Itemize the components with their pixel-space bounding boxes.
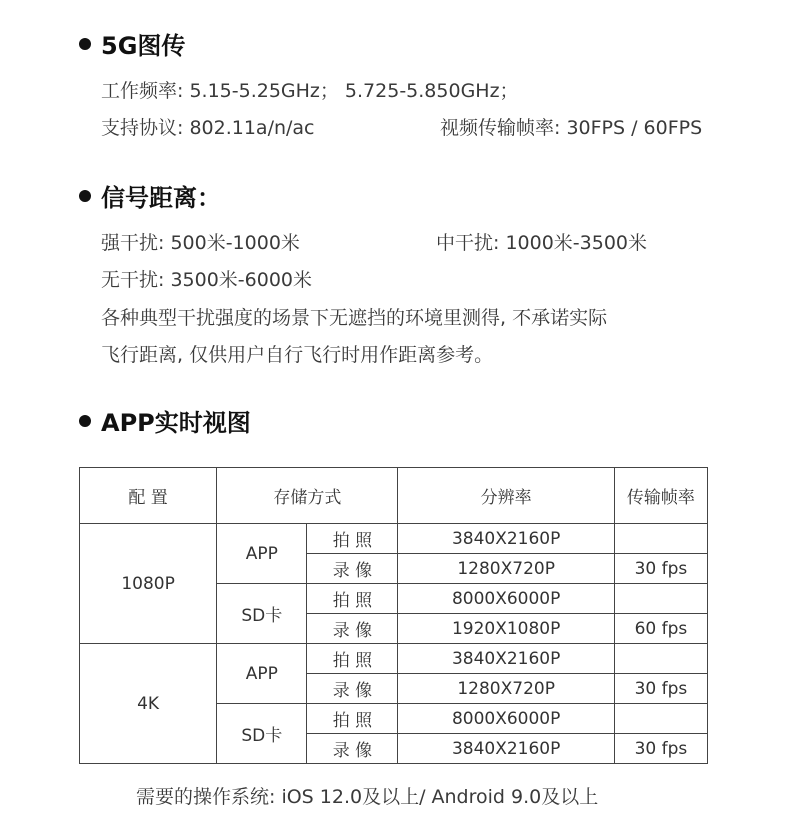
no-interference-text: 无干扰: 3500米-6000米 [101, 269, 313, 291]
mode-cell: 拍 照 [307, 704, 398, 734]
spec-table [79, 467, 708, 764]
mode-cell: 录 像 [307, 674, 398, 704]
bullet-icon [79, 190, 91, 202]
mode-cell: 拍 照 [307, 644, 398, 674]
storage-cell: APP [217, 524, 307, 584]
strong-interference-text: 强干扰: 500米-1000米 [101, 232, 300, 254]
header-resolution: 分辨率 [398, 468, 614, 524]
section-heading-app [79, 409, 251, 437]
storage-cell: SD卡 [217, 584, 307, 644]
resolution-cell: 3840X2160P [398, 644, 614, 674]
mode-cell: 拍 照 [307, 584, 398, 614]
section-heading-signal [79, 184, 221, 212]
resolution-cell: 3840X2160P [398, 524, 614, 554]
fps-cell [614, 644, 707, 674]
fps-cell [614, 524, 707, 554]
medium-interference-text: 中干扰: 1000米-3500米 [436, 232, 648, 254]
table-header-row [80, 468, 708, 524]
bullet-icon [79, 38, 91, 50]
protocol-text: 支持协议: 802.11a/n/ac [101, 117, 315, 139]
frequency-text: 工作频率: 5.15-5.25GHz； 5.725-5.850GHz； [101, 80, 519, 102]
fps-cell [614, 584, 707, 614]
mode-cell: 拍 照 [307, 524, 398, 554]
header-config: 配 置 [80, 468, 217, 524]
resolution-cell: 8000X6000P [398, 704, 614, 734]
section-title-signal: 信号距离： [101, 184, 221, 212]
table-row [80, 644, 708, 674]
fps-cell [614, 704, 707, 734]
section-title-app: APP实时视图 [101, 409, 251, 437]
fps-cell: 30 fps [614, 734, 707, 764]
section-heading-5g [79, 32, 185, 60]
storage-cell: APP [217, 644, 307, 704]
video-fps-text: 视频传输帧率: 30FPS / 60FPS [440, 117, 703, 139]
storage-cell: SD卡 [217, 704, 307, 764]
fps-cell: 60 fps [614, 614, 707, 644]
resolution-cell: 3840X2160P [398, 734, 614, 764]
resolution-cell: 1280X720P [398, 554, 614, 584]
header-fps: 传输帧率 [614, 468, 707, 524]
config-cell: 4K [80, 644, 217, 764]
table-row [80, 524, 708, 554]
resolution-cell: 1280X720P [398, 674, 614, 704]
signal-note-line2: 飞行距离, 仅供用户自行飞行时用作距离参考。 [101, 344, 494, 366]
header-storage: 存储方式 [217, 468, 398, 524]
os-requirement-text: 需要的操作系统: iOS 12.0及以上/ Android 9.0及以上 [136, 786, 599, 808]
signal-note-line1: 各种典型干扰强度的场景下无遮挡的环境里测得, 不承诺实际 [101, 307, 608, 329]
resolution-cell: 1920X1080P [398, 614, 614, 644]
config-cell: 1080P [80, 524, 217, 644]
mode-cell: 录 像 [307, 734, 398, 764]
fps-cell: 30 fps [614, 554, 707, 584]
section-title-5g: 5G图传 [101, 32, 186, 60]
mode-cell: 录 像 [307, 614, 398, 644]
resolution-cell: 8000X6000P [398, 584, 614, 614]
fps-cell: 30 fps [614, 674, 707, 704]
bullet-icon [79, 415, 91, 427]
mode-cell: 录 像 [307, 554, 398, 584]
